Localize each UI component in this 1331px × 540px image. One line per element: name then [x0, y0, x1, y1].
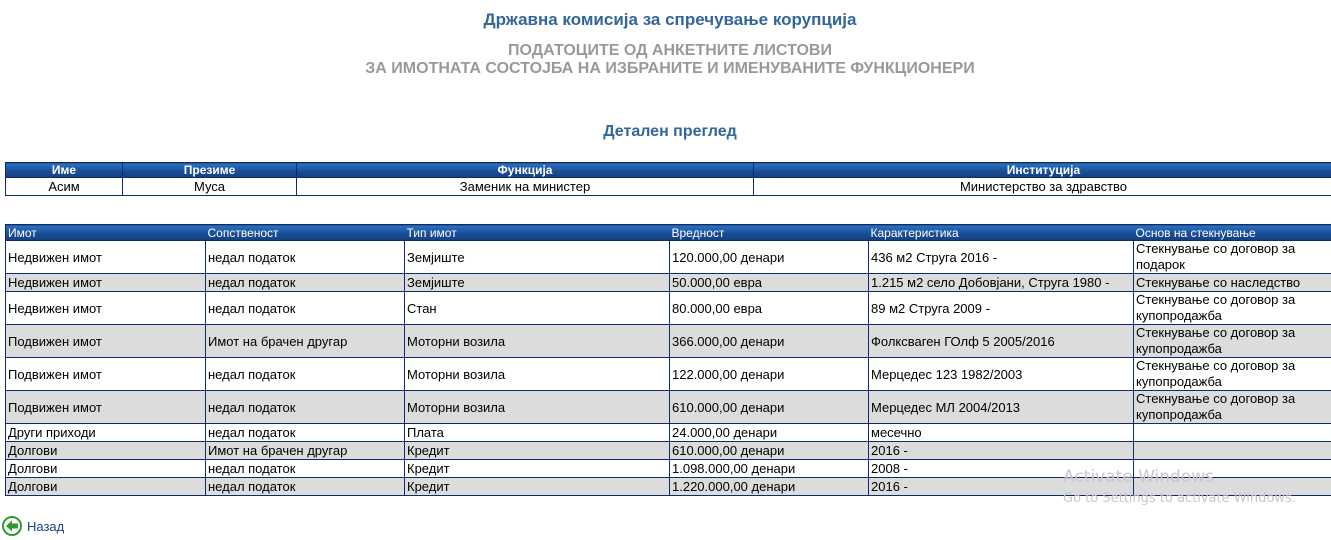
asset-cell: Недвижен имот	[6, 292, 206, 325]
asset-type-cell: Моторни возила	[405, 325, 670, 358]
asset-cell: Други приходи	[6, 424, 206, 442]
subtitle-line-2: ЗА ИМОТНАТА СОСТОЈБА НА ИЗБРАНИТЕ И ИМЕНУВАНИТЕ ФУНКЦИОНЕРИ	[365, 60, 975, 77]
column-header-value: Вредност	[670, 225, 869, 241]
column-header-surname: Презиме	[123, 163, 297, 178]
acquisition-basis-cell: Стекнување со договор за купопродажба	[1134, 391, 1331, 424]
value-cell: 122.000,00 денари	[670, 358, 869, 391]
acquisition-basis-cell: Стекнување со договор за подарок	[1134, 241, 1331, 274]
characteristic-cell: Мерцедес МЛ 2004/2013	[869, 391, 1134, 424]
acquisition-basis-cell: Стекнување со наследство	[1134, 274, 1331, 292]
characteristic-cell: 436 м2 Струга 2016 -	[869, 241, 1134, 274]
person-row	[6, 178, 1331, 196]
asset-type-cell: Кредит	[405, 442, 670, 460]
person-function: Заменик на министер	[297, 178, 754, 196]
column-header-acquisition-basis: Основ на стекнување	[1134, 225, 1331, 241]
asset-type-cell: Моторни возила	[405, 391, 670, 424]
characteristic-cell: 2008 -	[869, 460, 1134, 478]
column-header-function: Функција	[297, 163, 754, 178]
watermark-line-2: Go to Settings to activate Windows.	[1063, 491, 1296, 506]
value-cell: 50.000,00 евра	[670, 274, 869, 292]
asset-cell: Подвижен имот	[6, 391, 206, 424]
subtitle-line-1: ПОДАТОЦИТЕ ОД АНКЕТНИТЕ ЛИСТОВИ	[508, 42, 832, 59]
asset-cell: Долгови	[6, 442, 206, 460]
ownership-cell: недал податок	[206, 292, 405, 325]
acquisition-basis-cell: Стекнување со договор за купопродажба	[1134, 325, 1331, 358]
page-title: Државна комисија за спречување корупција	[483, 10, 857, 29]
ownership-cell: недал податок	[206, 274, 405, 292]
detail-title: Детален преглед	[603, 123, 737, 140]
ownership-cell: недал податок	[206, 424, 405, 442]
asset-type-cell: Земјиште	[405, 274, 670, 292]
characteristic-cell: 1.215 м2 село Добовјани, Струга 1980 -	[869, 274, 1134, 292]
table-row	[6, 325, 1331, 358]
table-row	[6, 274, 1331, 292]
value-cell: 80.000,00 евра	[670, 292, 869, 325]
ownership-cell: недал податок	[206, 478, 405, 496]
ownership-cell: Имот на брачен другар	[206, 442, 405, 460]
column-header-characteristic: Карактеристика	[869, 225, 1134, 241]
page-subtitle	[0, 42, 1331, 78]
characteristic-cell: Мерцедес 123 1982/2003	[869, 358, 1134, 391]
asset-cell: Долгови	[6, 460, 206, 478]
characteristic-cell: 2016 -	[869, 478, 1134, 496]
person-header-row	[6, 163, 1331, 178]
column-header-institution: Институција	[754, 163, 1331, 178]
arrow-left-circle-icon	[2, 516, 22, 536]
activate-windows-watermark	[1063, 467, 1296, 506]
person-table	[5, 162, 1331, 196]
ownership-cell: недал податок	[206, 460, 405, 478]
asset-type-cell: Кредит	[405, 460, 670, 478]
asset-type-cell: Моторни возила	[405, 358, 670, 391]
characteristic-cell: месечно	[869, 424, 1134, 442]
table-row	[6, 358, 1331, 391]
table-row	[6, 391, 1331, 424]
assets-table	[5, 224, 1331, 496]
person-name: Асим	[6, 178, 123, 196]
ownership-cell: недал податок	[206, 358, 405, 391]
asset-cell: Подвижен имот	[6, 325, 206, 358]
asset-cell: Недвижен имот	[6, 274, 206, 292]
acquisition-basis-cell: Стекнување со договор за купопродажба	[1134, 358, 1331, 391]
table-row	[6, 241, 1331, 274]
value-cell: 24.000,00 денари	[670, 424, 869, 442]
acquisition-basis-cell: Стекнување со договор за купопродажба	[1134, 292, 1331, 325]
asset-cell: Недвижен имот	[6, 241, 206, 274]
person-institution: Министерство за здравство	[754, 178, 1331, 196]
column-header-name: Име	[6, 163, 123, 178]
value-cell: 610.000,00 денари	[670, 391, 869, 424]
column-header-asset-type: Тип имот	[405, 225, 670, 241]
acquisition-basis-cell	[1134, 442, 1331, 460]
characteristic-cell: Фолксваген ГОлф 5 2005/2016	[869, 325, 1134, 358]
ownership-cell: недал податок	[206, 391, 405, 424]
asset-cell: Подвижен имот	[6, 358, 206, 391]
table-row	[6, 424, 1331, 442]
characteristic-cell: 89 м2 Струга 2009 -	[869, 292, 1134, 325]
value-cell: 120.000,00 денари	[670, 241, 869, 274]
asset-type-cell: Земјиште	[405, 241, 670, 274]
acquisition-basis-cell	[1134, 424, 1331, 442]
asset-type-cell: Плата	[405, 424, 670, 442]
value-cell: 1.098.000,00 денари	[670, 460, 869, 478]
characteristic-cell: 2016 -	[869, 442, 1134, 460]
value-cell: 610.000,00 денари	[670, 442, 869, 460]
back-link[interactable]	[2, 516, 64, 536]
table-row	[6, 292, 1331, 325]
table-row	[6, 442, 1331, 460]
value-cell: 1.220.000,00 денари	[670, 478, 869, 496]
asset-type-cell: Кредит	[405, 478, 670, 496]
value-cell: 366.000,00 денари	[670, 325, 869, 358]
asset-cell: Долгови	[6, 478, 206, 496]
asset-type-cell: Стан	[405, 292, 670, 325]
watermark-line-1: Activate Windows	[1063, 467, 1214, 487]
column-header-ownership: Сопственост	[206, 225, 405, 241]
back-label: Назад	[27, 518, 65, 534]
ownership-cell: Имот на брачен другар	[206, 325, 405, 358]
column-header-asset: Имот	[6, 225, 206, 241]
person-surname: Муса	[123, 178, 297, 196]
ownership-cell: недал податок	[206, 241, 405, 274]
assets-header-row	[6, 225, 1331, 241]
